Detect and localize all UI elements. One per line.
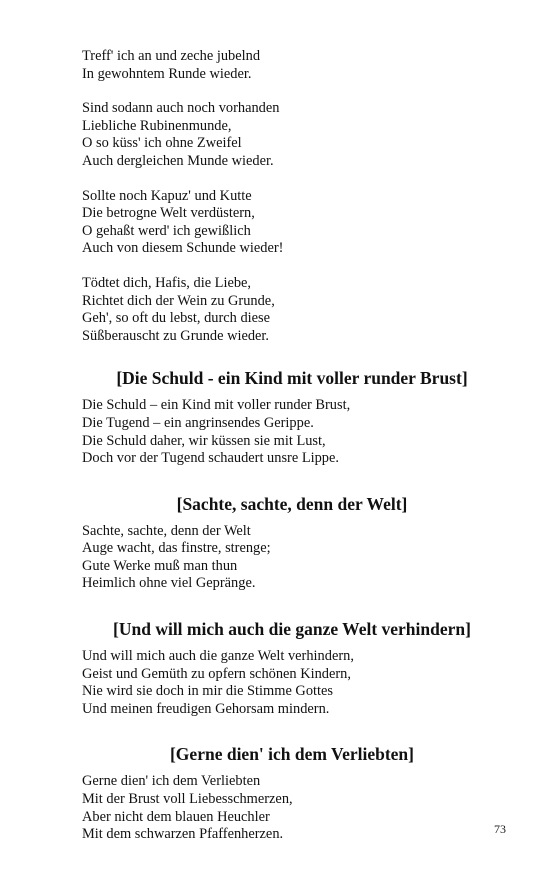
- poem-line: Aber nicht dem blauen Heuchler: [82, 808, 270, 825]
- poem: [82, 743, 502, 843]
- poem-line: Und will mich auch die ganze Welt verhindern,: [82, 648, 354, 665]
- stanza: [82, 275, 502, 345]
- poem: [82, 618, 502, 718]
- poem-line: Tödtet dich, Hafis, die Liebe,: [82, 274, 252, 291]
- poem-line: Auge wacht, das finstre, strenge;: [82, 540, 271, 557]
- page-content: [82, 48, 502, 844]
- stanza: [82, 523, 502, 593]
- poem-line: O gehaßt werd' ich gewißlich: [82, 222, 251, 239]
- poem-line: Sind sodann auch noch vorhanden: [82, 100, 280, 117]
- poem-line: Und meinen freudigen Gehorsam mindern.: [82, 700, 330, 717]
- poem-line: Geist und Gemüth zu opfern schönen Kindern,: [82, 665, 351, 682]
- poem-line: Sollte noch Kapuz' und Kutte: [82, 187, 252, 204]
- poem: [82, 367, 502, 467]
- poem-line: Die Tugend – ein angrinsendes Gerippe.: [82, 414, 314, 431]
- poem-line: Liebliche Rubinenmunde,: [82, 117, 232, 134]
- poem-line: Nie wird sie doch in mir die Stimme Gottes: [82, 683, 333, 700]
- poem-line: Die Schuld – ein Kind mit voller runder Brust,: [82, 397, 351, 414]
- poem-line: Heimlich ohne viel Gepränge.: [82, 575, 256, 592]
- poem-line: Die betrogne Welt verdüstern,: [82, 205, 255, 222]
- stanza: [82, 648, 502, 718]
- poem-line: Geh', so oft du lebst, durch diese: [82, 310, 271, 327]
- poem-line: Gerne dien' ich dem Verliebten: [82, 773, 261, 790]
- poem-title: [Gerne dien' ich dem Verliebten]: [169, 744, 414, 765]
- stanza: [82, 397, 502, 467]
- poem-line: Mit dem schwarzen Pfaffenherzen.: [82, 826, 284, 843]
- poem-line: Richtet dich der Wein zu Grunde,: [82, 292, 275, 309]
- stanza: [82, 100, 502, 170]
- poem-title: [Die Schuld - ein Kind mit voller runder Brust]: [116, 368, 468, 389]
- stanza: [82, 773, 502, 843]
- poem-line: Auch dergleichen Munde wieder.: [82, 152, 274, 169]
- stanza: [82, 188, 502, 258]
- poem-title: [Sachte, sachte, denn der Welt]: [176, 493, 408, 514]
- poem-title: [Und will mich auch die ganze Welt verhindern]: [113, 619, 471, 640]
- poem-line: Gute Werke muß man thun: [82, 557, 238, 574]
- page-number: 73: [494, 822, 506, 836]
- poem: [82, 493, 502, 593]
- stanza: [82, 48, 502, 83]
- poem-line: Süßberauscht zu Grunde wieder.: [82, 327, 270, 344]
- poem-line: In gewohntem Runde wieder.: [82, 65, 252, 82]
- poem-line: Sachte, sachte, denn der Welt: [82, 522, 251, 539]
- poem-line: Treff' ich an und zeche jubelnd: [82, 48, 261, 64]
- poem-line: Doch vor der Tugend schaudert unsre Lippe.: [82, 450, 339, 467]
- poem-line: Mit der Brust voll Liebesschmerzen,: [82, 791, 293, 808]
- poem-line: Auch von diesem Schunde wieder!: [82, 240, 284, 257]
- poem-line: Die Schuld daher, wir küssen sie mit Lust,: [82, 432, 326, 449]
- poem-line: O so küss' ich ohne Zweifel: [82, 135, 242, 152]
